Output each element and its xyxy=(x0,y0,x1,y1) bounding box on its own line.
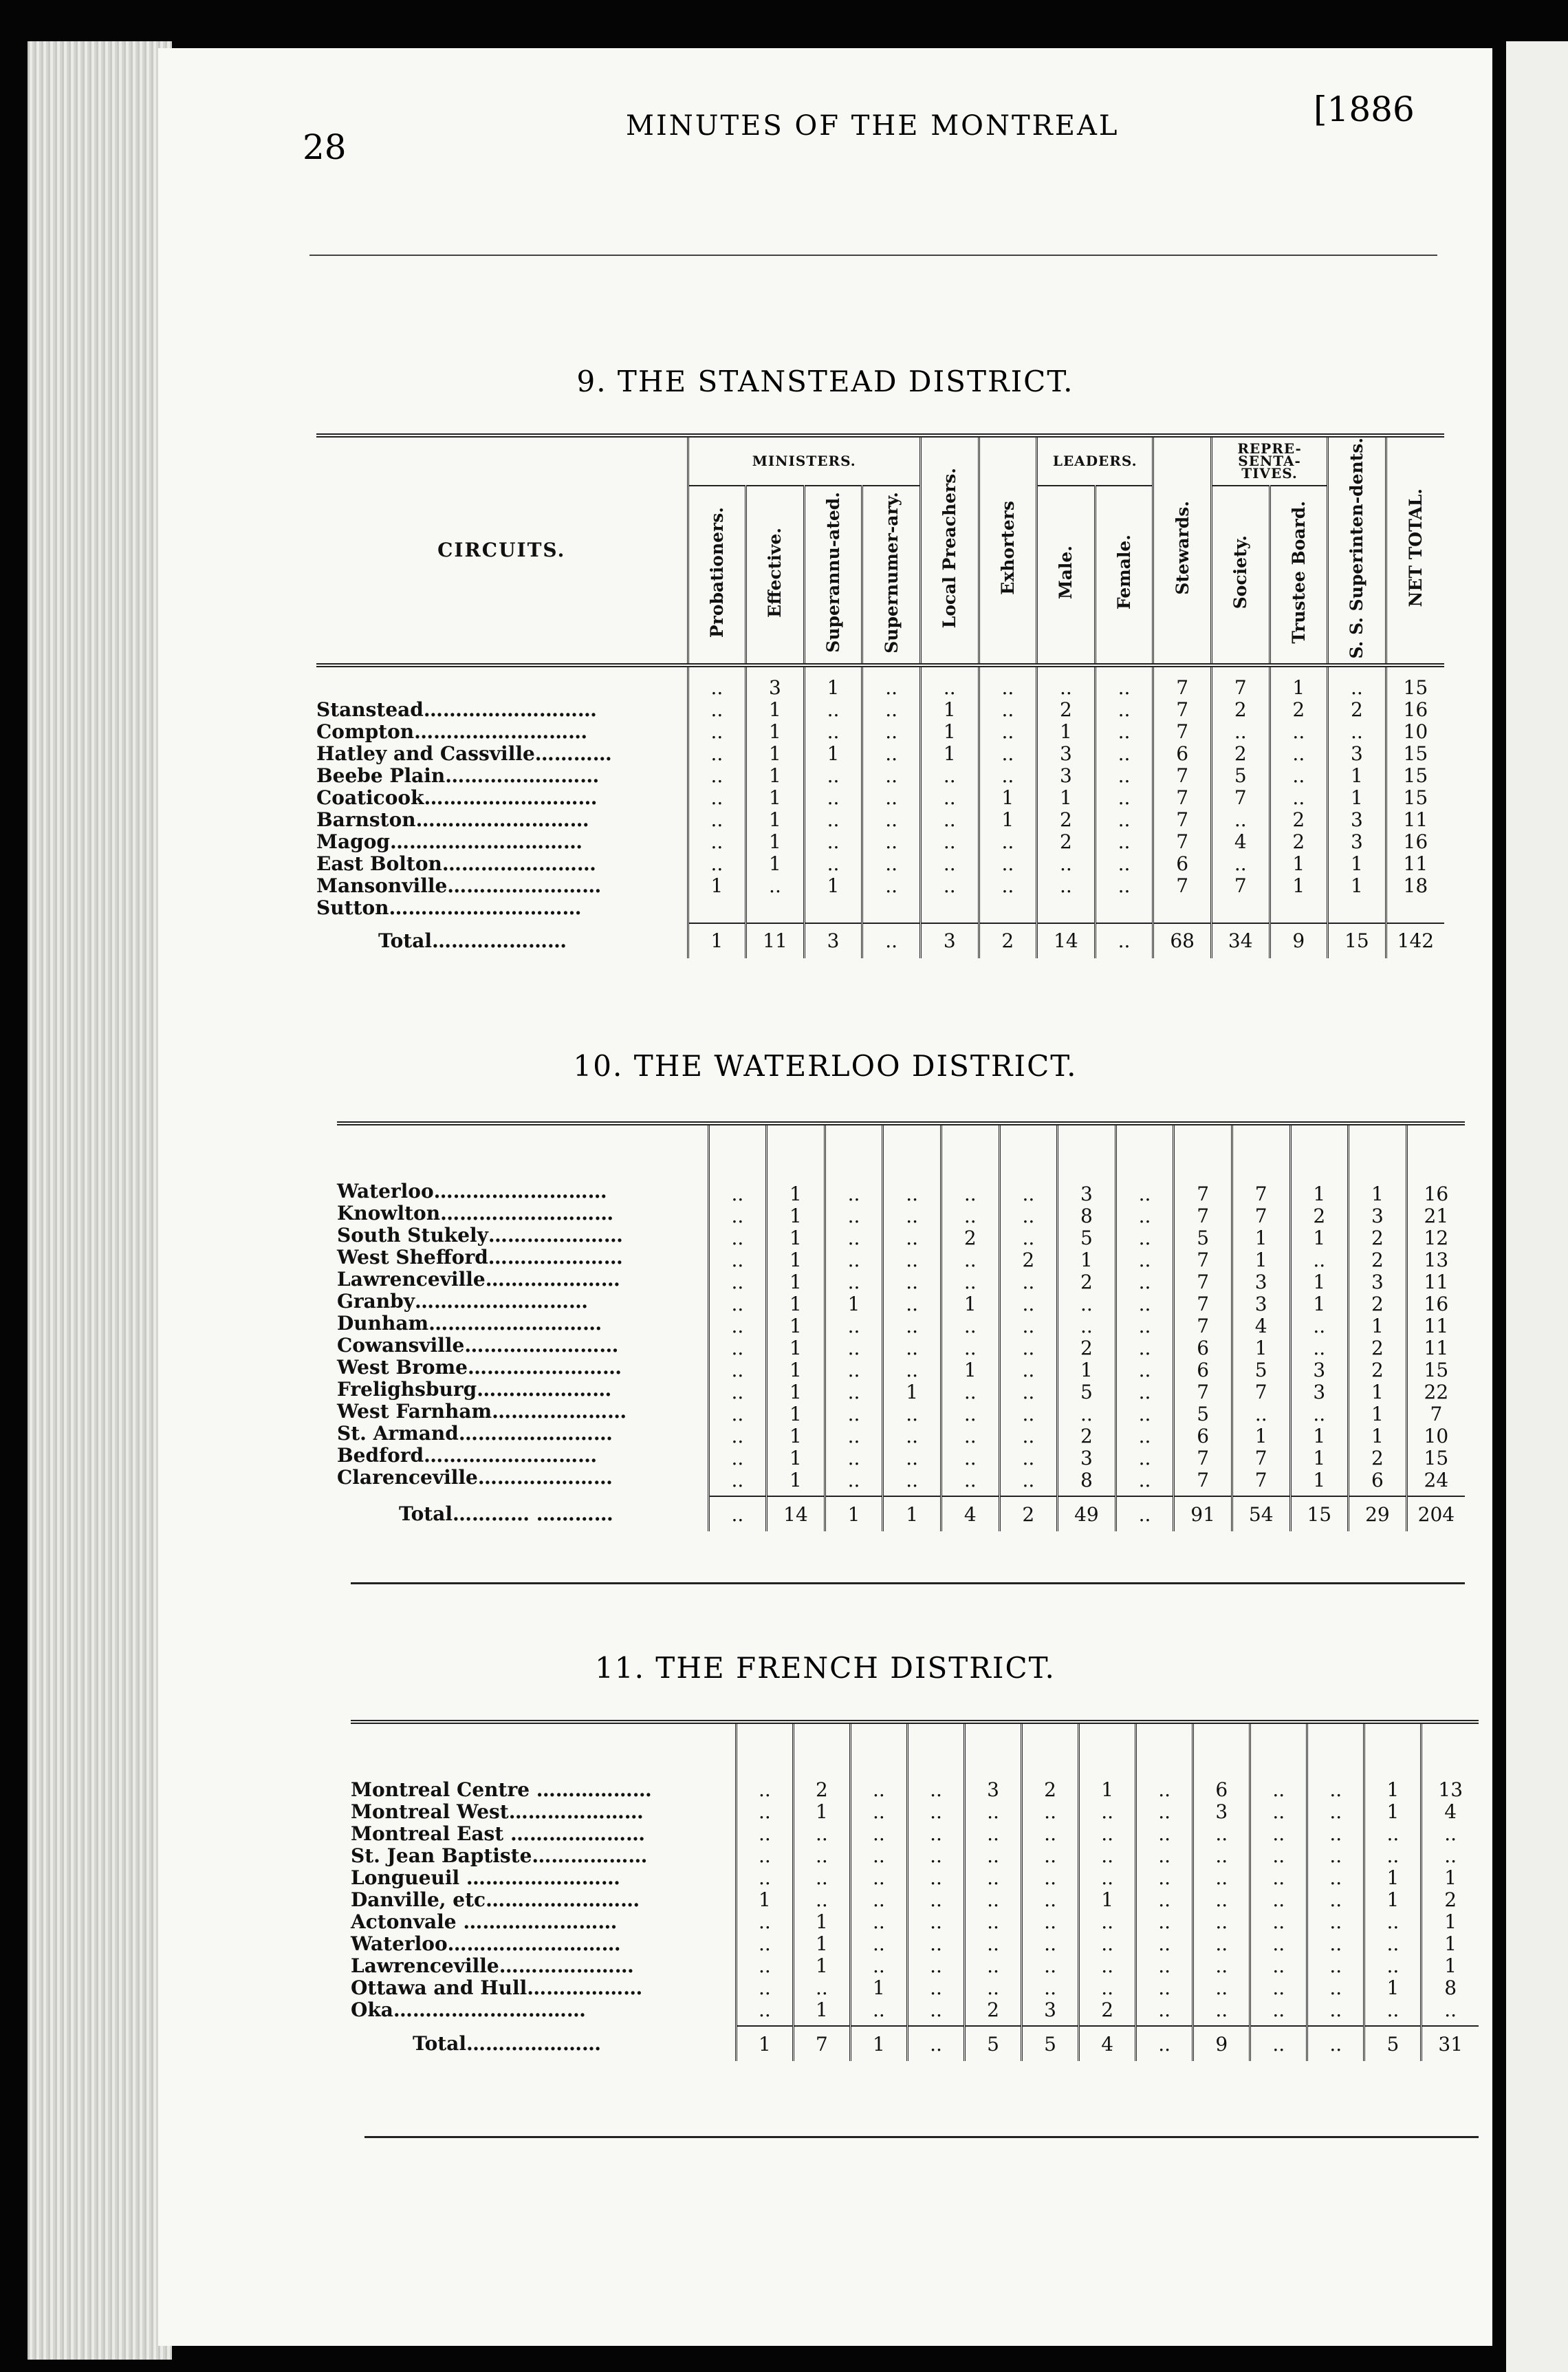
effective-values: 3 1 1 1 1 1 1 1 1 .. xyxy=(746,665,805,923)
total-cell: 91 xyxy=(1174,1496,1232,1531)
effective-values: 1 1 1 1 1 1 1 1 1 1 1 1 1 1 xyxy=(767,1123,825,1496)
leaders-header: LEADERS. xyxy=(1037,435,1153,486)
district-table xyxy=(316,433,1444,958)
total-cell: 11 xyxy=(746,923,805,958)
total-cell: 54 xyxy=(1232,1496,1290,1531)
probationers-values: .. .. .. .. .. .. .. .. .. .. .. .. .. .. xyxy=(708,1123,767,1496)
exhorters-values: .. .. .. 2 .. .. .. .. .. .. .. .. .. .. xyxy=(999,1123,1058,1496)
superannuated-values: .. .. .. .. .. .. .. .. .. 1 .. xyxy=(850,1722,907,2026)
total-cell: .. xyxy=(1250,2026,1307,2061)
female-values: .. .. .. .. .. .. .. .. .. .. xyxy=(1095,665,1153,923)
superannuated-values: 1 .. .. 1 .. .. .. .. .. 1 xyxy=(804,665,862,923)
ministers-header: MINISTERS. xyxy=(688,435,920,486)
district-table xyxy=(351,1720,1479,2061)
female-values: .. .. .. .. .. .. .. .. .. .. .. .. .. .. xyxy=(1115,1123,1174,1496)
superannuated-values: .. .. .. .. .. 1 .. .. .. .. .. .. .. .. xyxy=(825,1123,883,1496)
total-label: Total………… ………… xyxy=(399,1502,613,1525)
total-cell: 29 xyxy=(1349,1496,1407,1531)
section-title: 11. THE FRENCH DISTRICT. xyxy=(595,1651,1056,1685)
total-cell: 14 xyxy=(1037,923,1096,958)
total-cell: 3 xyxy=(804,923,862,958)
col-ss-superintendents: S. S. Superinten-dents. xyxy=(1328,435,1386,665)
year-label: [1886 xyxy=(1314,89,1415,129)
district-table xyxy=(337,1121,1465,1531)
total-cell: 31 xyxy=(1422,2026,1479,2061)
representatives-header: REPRE- SENTA- TIVES. xyxy=(1211,435,1327,486)
trustee-board-values: 1 2 1 .. 1 1 .. .. 3 3 .. 1 1 1 xyxy=(1290,1123,1349,1496)
male-values: 3 8 5 1 2 .. .. 2 1 5 .. 2 3 8 xyxy=(1058,1123,1116,1496)
total-cell: 1 xyxy=(825,1496,883,1531)
total-cell: 5 xyxy=(1364,2026,1422,2061)
total-label: Total………………… xyxy=(378,929,567,952)
total-cell: 5 xyxy=(965,2026,1022,2061)
total-cell: 15 xyxy=(1328,923,1386,958)
col-male: Male. xyxy=(1037,486,1096,665)
page-edges xyxy=(28,41,172,2360)
total-cell: 1 xyxy=(736,2026,793,2061)
local-preachers-values: .. .. 2 .. .. 1 .. .. 1 .. .. .. .. .. xyxy=(941,1123,999,1496)
stewards-values: 7 7 5 7 7 7 7 6 6 7 5 6 7 7 xyxy=(1174,1123,1232,1496)
col-trustee-board: Trustee Board. xyxy=(1270,486,1328,665)
total-cell: .. xyxy=(1095,923,1153,958)
book-page xyxy=(158,48,1492,2346)
probationers-values: .. .. .. .. .. .. .. .. .. 1 xyxy=(688,665,746,923)
col-superannuated: Superannu-ated. xyxy=(804,486,862,665)
total-cell: 14 xyxy=(767,1496,825,1531)
total-cell: 34 xyxy=(1211,923,1270,958)
running-title: MINUTES OF THE MONTREAL xyxy=(626,110,1120,142)
total-cell: 2 xyxy=(979,923,1037,958)
col-net-total: NET TOTAL. xyxy=(1386,435,1444,665)
exhorters-values: .. .. .. .. .. 1 1 .. .. .. xyxy=(979,665,1037,923)
section-title: 10. THE WATERLOO DISTRICT. xyxy=(573,1049,1078,1083)
col-local-preachers: Local Preachers. xyxy=(920,435,979,665)
total-cell: 68 xyxy=(1153,923,1212,958)
total-cell: .. xyxy=(1115,1496,1174,1531)
local-preachers-values: 3 .. .. .. .. .. .. .. .. .. 2 xyxy=(965,1722,1022,2026)
society-values: .. .. .. .. .. .. .. .. .. .. .. xyxy=(1250,1722,1307,2026)
total-cell: 2 xyxy=(999,1496,1058,1531)
net-total-values: 16 21 12 13 11 16 11 11 15 22 7 10 15 24 xyxy=(1406,1123,1465,1496)
total-cell: 4 xyxy=(1079,2026,1136,2061)
total-cell: .. xyxy=(907,2026,964,2061)
total-label: Total………………… xyxy=(413,2032,602,2055)
stewards-values: 7 7 7 6 7 7 7 7 6 7 xyxy=(1153,665,1212,923)
net-total-values: 13 4 .. .. 1 2 1 1 1 8 .. xyxy=(1422,1722,1479,2026)
circuit-names: Montreal Centre ……………… Montreal West………………… Montreal East ………………… St. Jean Baptiste……………… Longueuil …………………… Danville, etc…………………… Actonvale …………………… Waterloo……………………… Lawrenceville………………… Ottawa and Hull……………… Oka………………………… xyxy=(351,1778,652,2021)
effective-values: 2 1 .. .. .. .. 1 1 1 .. 1 xyxy=(793,1722,850,2026)
col-exhorters: Exhorters xyxy=(979,435,1037,665)
total-cell: 9 xyxy=(1193,2026,1250,2061)
col-society: Society. xyxy=(1211,486,1270,665)
total-cell: 1 xyxy=(883,1496,941,1531)
society-values: 7 2 .. 2 5 7 .. 4 .. 7 xyxy=(1211,665,1270,923)
col-female: Female. xyxy=(1095,486,1153,665)
col-effective: Effective. xyxy=(746,486,805,665)
facing-page-edge xyxy=(1506,41,1568,2372)
total-cell: 4 xyxy=(941,1496,999,1531)
ss-superintendents-values: 1 1 .. .. 1 1 .. .. .. 1 .. xyxy=(1364,1722,1422,2026)
total-cell: .. xyxy=(1136,2026,1193,2061)
local-preachers-values: .. 1 1 1 .. .. .. .. .. .. xyxy=(920,665,979,923)
section-rule xyxy=(351,1582,1465,1584)
supernumerary-values: .. .. .. .. .. .. .. .. .. .. .. xyxy=(907,1722,964,2026)
col-probationers: Probationers. xyxy=(688,486,746,665)
total-cell: .. xyxy=(862,923,921,958)
circuits-header: CIRCUITS. xyxy=(437,539,566,562)
page-number: 28 xyxy=(303,127,347,167)
stewards-values: 6 3 .. .. .. .. .. .. .. .. .. xyxy=(1193,1722,1250,2026)
section-rule xyxy=(364,2136,1479,2138)
total-cell: 5 xyxy=(1022,2026,1079,2061)
total-cell: 3 xyxy=(920,923,979,958)
probationers-values: .. .. .. .. .. 1 .. .. .. .. .. xyxy=(736,1722,793,2026)
total-cell: 142 xyxy=(1386,923,1444,958)
ss-superintendents-values: 1 3 2 2 3 2 1 2 2 1 1 1 2 6 xyxy=(1349,1123,1407,1496)
male-values: 1 .. .. .. .. 1 .. .. .. .. 2 xyxy=(1079,1722,1136,2026)
total-cell: 9 xyxy=(1270,923,1328,958)
total-cell: 15 xyxy=(1290,1496,1349,1531)
total-cell: 1 xyxy=(850,2026,907,2061)
total-cell: 7 xyxy=(793,2026,850,2061)
total-cell: .. xyxy=(708,1496,767,1531)
col-stewards: Stewards. xyxy=(1153,435,1212,665)
ss-superintendents-values: .. 2 .. 3 1 1 3 3 1 1 xyxy=(1328,665,1386,923)
net-total-values: 15 16 10 15 15 15 11 16 11 18 xyxy=(1386,665,1444,923)
total-cell: 49 xyxy=(1058,1496,1116,1531)
total-cell: .. xyxy=(1307,2026,1364,2061)
circuit-names: Stanstead……………………… Compton……………………… Hatley and Cassville………… Beebe Plain…………………… Coaticook……………………… Barnston……………………… Magog………………………… East Bolton…………………… Mansonville…………………… Sutton………………………… xyxy=(316,698,612,919)
circuit-names: Waterloo……………………… Knowlton……………………… South Stukely………………… West Shefford………………… Lawrenceville………………… Granby……………………… Dunham……………………… Cowansville…………………… West Brome…………………… Frelighsburg………………… West Farnham………………… St. Armand…………………… Bedford……………………… Clarenceville………………… xyxy=(337,1180,627,1489)
header-rule xyxy=(309,255,1437,256)
supernumerary-values: .. .. .. .. .. .. .. .. .. .. xyxy=(862,665,921,923)
male-values: .. 2 1 3 3 1 2 2 .. .. xyxy=(1037,665,1096,923)
trustee-board-values: 1 2 .. .. .. .. 2 2 1 1 xyxy=(1270,665,1328,923)
supernumerary-values: .. .. .. .. .. .. .. .. .. 1 .. .. .. .. xyxy=(883,1123,941,1496)
society-values: 7 7 1 1 3 3 4 1 5 7 .. 1 7 7 xyxy=(1232,1123,1290,1496)
female-values: .. .. .. .. .. .. .. .. .. .. .. xyxy=(1136,1722,1193,2026)
col-supernumerary: Supernumer-ary. xyxy=(862,486,921,665)
total-cell: 1 xyxy=(688,923,746,958)
exhorters-values: 2 .. .. .. .. .. .. .. .. .. 3 xyxy=(1022,1722,1079,2026)
trustee-board-values: .. .. .. .. .. .. .. .. .. .. .. xyxy=(1307,1722,1364,2026)
total-cell: 204 xyxy=(1406,1496,1465,1531)
section-title: 9. THE STANSTEAD DISTRICT. xyxy=(576,365,1074,398)
